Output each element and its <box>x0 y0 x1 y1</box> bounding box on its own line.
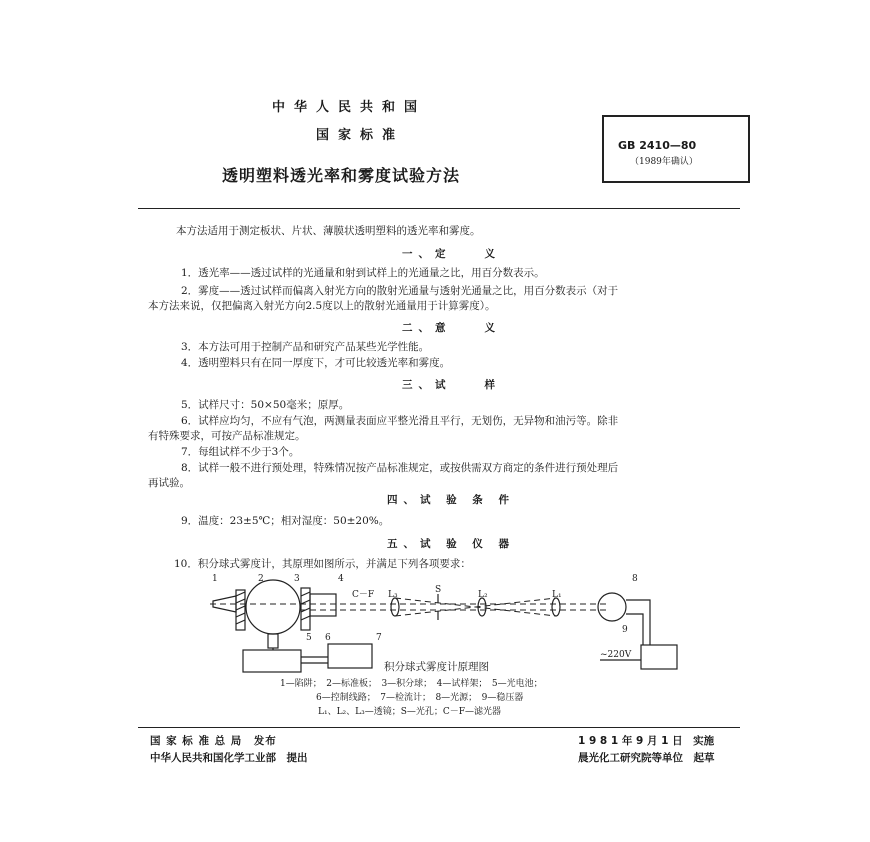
paragraph-6-line-1: 6．试样应均匀，不应有气泡，两测量表面应平整光滑且平行，无划伤，无异物和油污等。除非 <box>181 415 619 427</box>
document-title: 透明塑料透光率和雾度试验方法 <box>222 166 461 185</box>
figure-caption: 积分球式雾度计原理图 <box>384 661 489 673</box>
standard-code: GB 2410—80 <box>618 139 697 152</box>
label-l3: L₃ <box>388 590 398 600</box>
figure-legend-line-3: L₁、L₂、L₃—透镜；S—光孔；C－F—滤光器 <box>318 707 502 717</box>
paragraph-6-line-2: 有特殊要求，可按产品标准规定。 <box>148 430 306 442</box>
label-5: 5 <box>306 633 312 643</box>
intro-text: 本方法适用于测定板状、片状、薄膜状透明塑料的透光率和雾度。 <box>176 225 481 237</box>
paragraph-5: 5．试样尺寸：50×50毫米；原厚。 <box>181 399 350 411</box>
paragraph-10: 10．积分球式雾度计，其原理如图所示，并满足下列各项要求： <box>174 558 471 570</box>
label-voltage: ~220V <box>600 650 632 660</box>
paragraph-7: 7．每组试样不少于3个。 <box>181 446 300 458</box>
standard-confirm-note: （1989年确认） <box>630 157 698 167</box>
lamp-arm <box>626 600 650 645</box>
photocell <box>268 634 278 648</box>
galvanometer-box <box>328 644 372 668</box>
paragraph-8-line-1: 8．试样一般不进行预处理，特殊情况按产品标准规定，或按供需双方商定的条件进行预处理后 <box>181 462 619 474</box>
label-7: 7 <box>376 633 382 643</box>
label-6: 6 <box>325 633 331 643</box>
label-1: 1 <box>212 574 218 584</box>
lens-l3 <box>391 598 399 616</box>
figure-legend-line-2: 6—控制线路； 7—检流计； 8—光源； 9—稳压器 <box>316 693 524 703</box>
section-heading-specimen: 三、试 样 <box>402 379 501 391</box>
integrating-sphere <box>246 580 300 634</box>
label-l2: L₂ <box>478 590 488 600</box>
paragraph-2-line-2: 本方法来说，仅把偏离入射光方向2.5度以上的散射光通量用于计算雾度）。 <box>148 300 496 312</box>
paragraph-1: 1．透光率——透过试样的光通量和射到试样上的光通量之比，用百分数表示。 <box>181 267 545 279</box>
section-heading-conditions: 四、试 验 条 件 <box>387 494 515 506</box>
paragraph-2-line-1: 2．雾度——透过试样而偏离入射光方向的散射光通量与透射光通量之比，用百分数表示（对于 <box>181 285 619 297</box>
country-name: 中华人民共和国 <box>272 100 427 115</box>
voltage-stabilizer <box>641 645 677 669</box>
label-8: 8 <box>632 574 638 584</box>
label-l1: L₁ <box>552 590 562 600</box>
label-3: 3 <box>294 574 300 584</box>
footer-rule <box>138 727 740 728</box>
label-cf: C－F <box>352 590 375 600</box>
specimen-holder-box <box>310 594 336 616</box>
drafter: 晨光化工研究院等单位 起草 <box>578 752 715 764</box>
standard-type: 国家标准 <box>316 128 405 143</box>
label-9: 9 <box>622 625 628 635</box>
issuer: 国 家 标 准 总 局 发布 <box>150 735 277 747</box>
label-s: S <box>435 585 442 595</box>
control-circuit-box <box>243 650 301 672</box>
paragraph-4: 4．透明塑料只有在同一厚度下，才可比较透光率和雾度。 <box>181 357 451 369</box>
proposer: 中华人民共和国化学工业部 提出 <box>150 752 308 764</box>
section-heading-significance: 二、意 义 <box>402 322 501 334</box>
paragraph-3: 3．本方法可用于控制产品和研究产品某些光学性能。 <box>181 341 430 353</box>
lens-l1 <box>552 598 560 616</box>
section-heading-definitions: 一、定 义 <box>402 248 501 260</box>
paragraph-8-line-2: 再试验。 <box>148 477 190 489</box>
effective-date: 1 9 8 1 年 9 月 1 日 实施 <box>578 735 715 747</box>
section-heading-apparatus: 五、试 验 仪 器 <box>387 538 515 550</box>
label-4: 4 <box>338 574 344 584</box>
label-2: 2 <box>258 574 264 584</box>
light-source <box>598 593 626 621</box>
figure-legend-line-1: 1—陷阱； 2—标准板； 3—积分球； 4—试样架； 5—光电池； <box>280 679 543 689</box>
paragraph-9: 9．温度：23±5℃；相对湿度：50±20%。 <box>181 515 390 527</box>
